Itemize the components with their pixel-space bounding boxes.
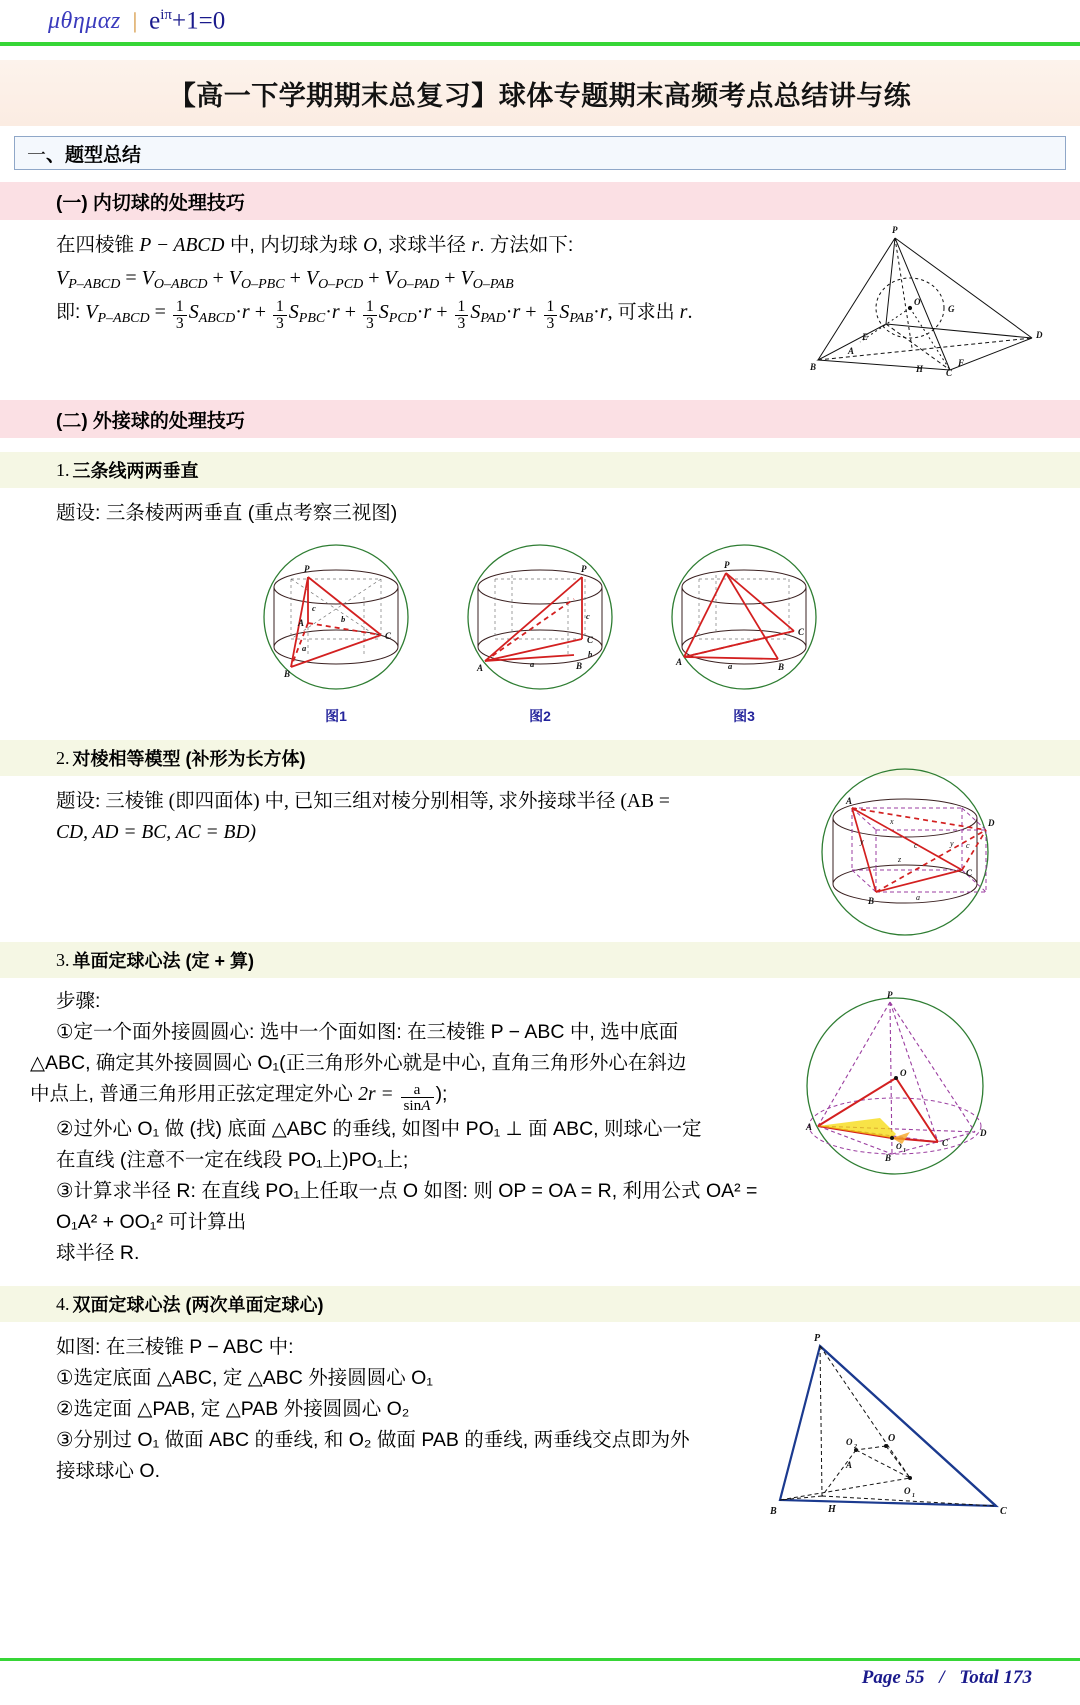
svg-text:A: A (848, 346, 855, 356)
svg-text:C: C (946, 368, 953, 378)
title-band (0, 60, 1080, 126)
svg-text:O: O (914, 297, 921, 307)
topic-heading-three-perpendicular-edges (0, 452, 1080, 488)
intro-pyramid-label: P − ABCD (139, 235, 225, 256)
topic-4-line-3: ③分别过 O₁ 做面 ABC 的垂线, 和 O₂ 做面 PAB 的垂线, 两垂线交点即为外 (56, 1429, 690, 1451)
svg-text:C: C (385, 631, 392, 641)
figure-2-container (450, 539, 630, 726)
topic-heading-double-face-method (0, 1286, 1080, 1322)
section-heading-1 (14, 136, 1066, 170)
svg-text:C: C (966, 868, 973, 878)
pyramid-inscribed-sphere-figure (800, 220, 1050, 380)
page-label: Page (861, 1667, 901, 1688)
topic-3-step-1-line-3 (0, 1079, 720, 1114)
intro-radius-label: r (471, 235, 480, 256)
intro-text-c: , 求球半径 (377, 234, 472, 256)
topic-4-line-0: 如图: 在三棱锥 P − ABC 中: (56, 1336, 294, 1358)
intro-text-b: 中, 内切球为球 (224, 234, 364, 256)
svg-text:2: 2 (854, 1444, 857, 1450)
total-label: Total (959, 1667, 999, 1688)
svg-text:a: a (530, 659, 535, 669)
svg-text:P: P (887, 990, 893, 1000)
subsection-heading-inscribed-sphere: (一) 内切球的处理技巧 (0, 182, 1080, 220)
rectangular-box-sphere-figure (790, 764, 1020, 939)
svg-text:b: b (588, 649, 593, 659)
topic-1-number: 1. (56, 459, 70, 480)
svg-text:P: P (814, 1333, 821, 1344)
svg-text:c: c (914, 841, 918, 850)
page-number: 55 (905, 1667, 925, 1688)
svg-text:O: O (846, 1437, 853, 1447)
topic-3-step-3-line-2: 球半径 R. (56, 1241, 140, 1264)
svg-text:C: C (942, 1138, 949, 1148)
topic-3-step-3-line-1: ③计算求半径 R: 在直线 PO₁上任取一点 O 如图: 则 OP = OA = R, 利用公式 OA² = O₁A² + OO₁² 可计算出 (56, 1179, 758, 1233)
section-heading-1-text (27, 140, 141, 167)
svg-text:A: A (846, 1460, 853, 1470)
topic-4-title: 双面定球心法 (两次单面定球心) (72, 1295, 324, 1315)
figure-3-caption: 图3 (733, 708, 755, 724)
masthead-separator: | (132, 8, 138, 33)
svg-text:B: B (576, 661, 583, 671)
page-footer (0, 1658, 1080, 1689)
svg-text:A: A (806, 1122, 813, 1132)
sine-rule-formula: 2r = $\frac{a}{\sin A}$ (358, 1084, 435, 1105)
masthead-logo: μθημαz (48, 7, 121, 34)
svg-text:1: 1 (912, 1493, 915, 1499)
topic-3-steps-label: 步骤: (56, 990, 101, 1012)
section-number: 一 (27, 144, 47, 166)
svg-text:P: P (892, 225, 898, 235)
svg-text:P: P (724, 560, 730, 570)
svg-text:y: y (860, 837, 864, 846)
svg-text:O: O (896, 1142, 902, 1151)
topic-2-title: 对棱相等模型 (补形为长方体) (72, 749, 306, 769)
svg-text:E: E (862, 332, 869, 342)
sphere-figure-row (0, 539, 1080, 726)
svg-text:F: F (958, 358, 965, 368)
topic-3-step-1-line-1: ①定一个面外接圆圆心: 选中一个面如图: 在三棱锥 P − ABC 中, 选中底面 (56, 1021, 679, 1043)
figure-2-caption: 图2 (529, 708, 551, 724)
topic-3-title: 单面定球心法 (定 + 算) (72, 951, 255, 971)
intro-text-d: . 方法如下: (479, 234, 574, 256)
svg-text:G: G (948, 304, 955, 314)
figure-2-sphere (450, 539, 630, 699)
svg-text:P: P (581, 564, 587, 574)
svg-text:x: x (890, 817, 894, 826)
svg-text:B: B (810, 362, 817, 372)
page-title: 【高一下学期期末总复习】球体专题期末高频考点总结讲与练 (168, 80, 912, 111)
topic-1-title: 三条线两两垂直 (72, 461, 199, 481)
section-label: 、题型总结 (46, 144, 142, 166)
intro-center-label: O (363, 235, 378, 256)
volume-radius-formula: 即: $V_{P-ABCD}$ = $\frac{1}{3}$ $S_{ABCD}\cdot r$ + $\frac{1}{3}$ $S_{PBC}\cdot r$ + $\frac{1}{3}$ $S_{PCD}\cdot r$ + $\frac{1}{3}$ $S_{PAD}\cdot r$ + $\frac{1}{3}$ $S_{PAB}\cdot r$, 可求出 r. (56, 298, 693, 333)
svg-text:O: O (888, 1433, 896, 1444)
svg-text:a: a (728, 661, 733, 671)
svg-text:B: B (284, 669, 291, 679)
topic-2-text-1: 题设: 三棱锥 (即四面体) 中, 已知三组对棱分别相等, 求外接球半径 (AB = (56, 791, 670, 812)
figure-1-sphere (246, 539, 426, 699)
svg-text:b: b (341, 614, 346, 624)
topic-2-statement-line-1 (0, 786, 756, 817)
figure-3-container (654, 539, 834, 726)
svg-text:A: A (846, 796, 853, 806)
svg-text:a: a (302, 643, 307, 653)
svg-text:H: H (828, 1504, 836, 1515)
topic-2-statement-line-2 (0, 817, 756, 848)
topic-3-number: 3. (56, 949, 70, 970)
figure-1-caption: 图1 (325, 708, 347, 724)
topic-4-line-1: ①选定底面 △ABC, 定 △ABC 外接圆圆心 O₁ (56, 1367, 433, 1389)
figure-3-sphere (654, 539, 834, 699)
svg-text:P: P (304, 564, 310, 574)
footer-pagination (0, 1667, 1080, 1689)
svg-text:D: D (988, 818, 995, 828)
svg-text:A: A (298, 618, 305, 628)
svg-text:D: D (1036, 330, 1043, 340)
equation-rest: +1=0 (172, 7, 226, 35)
topic-4-line-2: ②选定面 △PAB, 定 △PAB 外接圆圆心 O₂ (56, 1398, 410, 1420)
double-face-center-figure (760, 1328, 1020, 1528)
topic-3-step-2-line-1: ②过外心 O₁ 做 (找) 底面 △ABC 的垂线, 如图中 PO₁ ⊥ 面 ABC, 则球心一定 (56, 1117, 702, 1140)
masthead (0, 0, 1080, 42)
intro-text-a: 在四棱锥 (56, 234, 140, 256)
svg-text:D: D (980, 1128, 987, 1138)
svg-text:H: H (916, 364, 924, 374)
topic-2-text-2: CD, AD = BC, AC = BD) (56, 822, 257, 843)
topic-3-step-2-line-2: 在直线 (注意不一定在线段 PO₁上)PO₁上; (56, 1148, 409, 1171)
volume-decomposition-formula: $V_{P-ABCD} = V_{O-ABCD} + V_{O-PBC} + V_{O-PCD} + V_{O-PAD} + V_{O-PAB}$ (56, 267, 514, 292)
svg-text:1: 1 (903, 1148, 906, 1154)
topic-1-statement: 题设: 三条棱两两垂直 (重点考察三视图) (56, 502, 398, 524)
svg-text:B: B (868, 896, 875, 906)
svg-text:A: A (676, 657, 683, 667)
figure-1-container (246, 539, 426, 726)
svg-text:O: O (904, 1486, 911, 1496)
svg-text:C: C (1000, 1506, 1007, 1517)
equation-base: e (149, 7, 161, 35)
svg-text:B: B (778, 662, 785, 672)
equation-exponent: iπ (160, 6, 172, 23)
single-face-center-figure (770, 986, 1020, 1186)
svg-text:C: C (587, 635, 594, 645)
svg-text:z: z (898, 855, 902, 864)
topic-4-number: 4. (56, 1293, 70, 1314)
masthead-equation (149, 7, 225, 35)
svg-text:c: c (966, 841, 970, 850)
masthead-rule (0, 42, 1080, 46)
svg-text:B: B (770, 1506, 777, 1517)
total-number: 173 (1003, 1667, 1032, 1688)
subsection-heading-circumscribed-sphere: (二) 外接球的处理技巧 (0, 400, 1080, 438)
topic-3-step-1-text-a: 中点上, 普通三角形用正弦定理定外心 (30, 1083, 359, 1105)
pagination-slash: / (939, 1667, 945, 1688)
topic-4-line-4: 接球球心 O. (56, 1460, 161, 1482)
svg-text:a: a (916, 893, 920, 902)
svg-text:c: c (586, 611, 590, 621)
svg-text:A: A (477, 663, 484, 673)
topic-2-number: 2. (56, 747, 70, 768)
topic-3-step-1-text-c: ); (435, 1083, 448, 1105)
footer-rule (0, 1658, 1080, 1661)
topic-3-step-1-line-2: △ABC, 确定其外接圆圆心 O₁(正三角形外心就是中心, 直角三角形外心在斜边 (30, 1052, 687, 1074)
svg-text:O: O (900, 1068, 907, 1078)
svg-text:c: c (312, 603, 316, 613)
svg-text:B: B (885, 1153, 892, 1163)
topic-heading-single-face-method (0, 942, 1080, 978)
svg-text:y: y (950, 839, 954, 848)
svg-text:C: C (798, 627, 805, 637)
